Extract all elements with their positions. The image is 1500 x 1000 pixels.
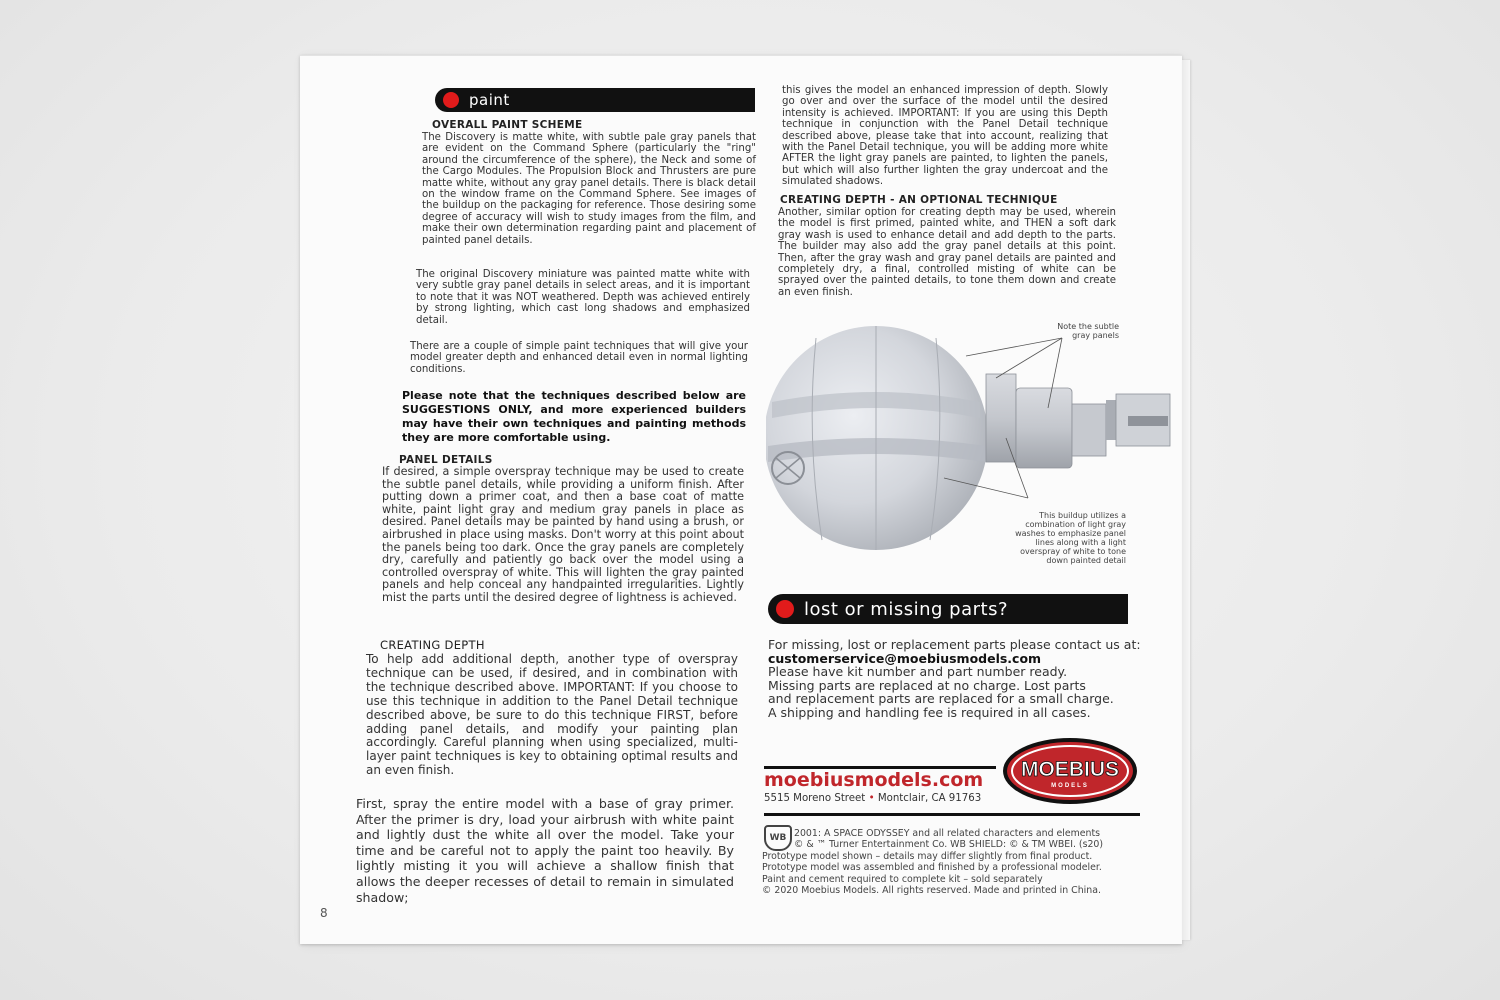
contact-line-1: For missing, lost or replacement parts please contact us at:: [768, 637, 1141, 652]
legal-block: [762, 828, 1142, 896]
legal-line-4: Prototype model was assembled and finished by a professional modeler.: [762, 862, 1102, 874]
lost-parts-banner: [768, 594, 1128, 624]
continued-paragraph: this gives the model an enhanced impression of depth. Slowly go over and over the surface of the model until the desired intensity is achieved. IMPORTANT: If you are using this Depth technique in conjunction with the Panel Detail technique described above, please take that into account, realizing that with the Panel Detail technique, you will be adding more white AFTER the light gray panels are painted, to lighten the panels, but which will also further lighten the gray undercoat and the simulated shadows.: [782, 85, 1108, 188]
wb-shield-icon: WB: [764, 825, 792, 851]
logo-text: MOEBIUS: [1020, 758, 1120, 781]
creating-depth-heading: CREATING DEPTH: [380, 638, 485, 652]
overall-heading: OVERALL PAINT SCHEME: [432, 119, 583, 131]
overall-paragraph-1: The Discovery is matte white, with subtle pale gray panels that are evident on the Command Sphere (particularly the "ring" around the circumference of the sphere), the Neck and some of the Cargo Modules. The Propulsion Block and Thrusters are pure matte white, without any gray panel details. There is black detail on the window frame on the Command Sphere. See images of the buildup on the packaging for reference. Those desiring some degree of accuracy will wish to study images from the film, and make their own determination regarding paint and placement of painted panel details.: [422, 132, 756, 246]
sphere-body: [766, 326, 988, 550]
instruction-page: [300, 55, 1182, 944]
legal-line-6: © 2020 Moebius Models. All rights reserved. Made and printed in China.: [762, 885, 1101, 897]
contact-line-3: Missing parts are replaced at no charge. Lost parts: [768, 677, 1086, 693]
callout-bottom: This buildup utilizes a combination of light gray washes to emphasize panel lines along with a light overspray of white to tone down painted detail: [1015, 511, 1126, 565]
callout-top: Note the subtle gray panels: [1057, 322, 1119, 340]
neck-module: [1016, 388, 1072, 468]
street-address: 5515 Moreno Street: [764, 793, 866, 804]
panel-details-heading: PANEL DETAILS: [399, 454, 493, 466]
overall-paragraph-3: There are a couple of simple paint techniques that will give your model greater depth and enhanced detail even in normal lighting conditions.: [410, 341, 748, 375]
creating-depth-paragraph: To help add additional depth, another type of overspray technique can be used, if desired, and in combination with the technique described above. IMPORTANT: If you choose to use this technique in addition to the Panel Detail technique described above, be sure to do this technique FIRST, before adding panel details, and modify your painting plan accordingly. Careful planning when using specialized, multi-layer paint techniques is key to obtaining optimal results and an even finish.: [366, 652, 738, 778]
legal-line-1: 2001: A SPACE ODYSSEY and all related characters and elements: [794, 828, 1101, 839]
contact-line-2: Please have kit number and part number ready.: [768, 664, 1068, 680]
contact-line-5: A shipping and handling fee is required in all cases.: [768, 704, 1091, 720]
legal-line-3: Prototype model shown – details may differ slightly from final product.: [762, 850, 1093, 862]
contact-block: [768, 638, 1168, 720]
address-line: [764, 793, 981, 804]
legal-line-2: © & ™ Turner Entertainment Co. WB SHIELD: © & TM WBEI. (s20): [794, 839, 1104, 851]
lost-parts-title: lost or missing parts?: [804, 598, 1008, 620]
paint-banner: [435, 88, 755, 112]
paint-title: paint: [469, 91, 510, 109]
bullet-separator: •: [868, 793, 875, 804]
moebius-logo: [1002, 737, 1138, 805]
panel-details-paragraph: If desired, a simple overspray technique may be used to create the subtle panel details, while providing a uniform finish. After putting down a primer coat, and then a base coat of matte white, paint light gray and medium gray panels in place as desired. Panel details may be painted by hand using a brush, or airbrushed in place using masks. Don't worry at this point about the panels being too dark. Once the gray panels are completely dry, carefully and patiently go back over the model using a controlled overspray of white. This will lighten the gray painted panels and help conceal any handpainted irregularities. Lightly mist the parts until the desired degree of lightness is achieved.: [382, 465, 744, 604]
city-address: Montclair, CA 91763: [877, 793, 982, 804]
legal-line-5: Paint and cement required to complete kit – sold separately: [762, 873, 1043, 885]
support-email-link[interactable]: customerservice@moebiusmodels.com: [768, 650, 1042, 666]
red-dot-icon: [776, 600, 794, 618]
page-number: 8: [320, 906, 328, 920]
red-dot-icon: [443, 92, 459, 108]
optional-technique-heading: CREATING DEPTH - AN OPTIONAL TECHNIQUE: [780, 194, 1058, 206]
website-link[interactable]: moebiusmodels.com: [764, 769, 984, 791]
suggestion-note: Please note that the techniques described below are SUGGESTIONS ONLY, and more experienced builders may have their own techniques and painting methods they are more comfortable using.: [402, 389, 746, 444]
contact-line-4: and replacement parts are replaced for a small charge.: [768, 691, 1114, 707]
optional-technique-paragraph: Another, similar option for creating depth may be used, wherein the model is first primed, painted white, and THEN a soft dark gray wash is used to enhance detail and add depth to the parts. The builder may also add the gray panel details at this point. Then, after the gray wash and gray panel details are painted and completely dry, a final, controlled misting of white can be sprayed over the painted details, to tone them down and create an even finish.: [778, 207, 1116, 298]
creating-depth-paragraph-2: First, spray the entire model with a base of gray primer. After the primer is dry, load your airbrush with white paint and lightly dust the white all over the model. Take your time and be careful not to apply the paint too heavily. By lightly misting it you will achieve a shallow finish that allows the deeper recesses of detail to remain in simulated shadow;: [356, 796, 734, 905]
footer-divider-bottom: [764, 813, 1140, 816]
logo-subtext: MODELS: [1051, 783, 1089, 789]
overall-paragraph-2: The original Discovery miniature was painted matte white with very subtle gray panel details in select areas, and it is important to note that it was NOT weathered. Depth was achieved entirely by strong lighting, which cast long shadows and emphasized detail.: [416, 269, 750, 326]
